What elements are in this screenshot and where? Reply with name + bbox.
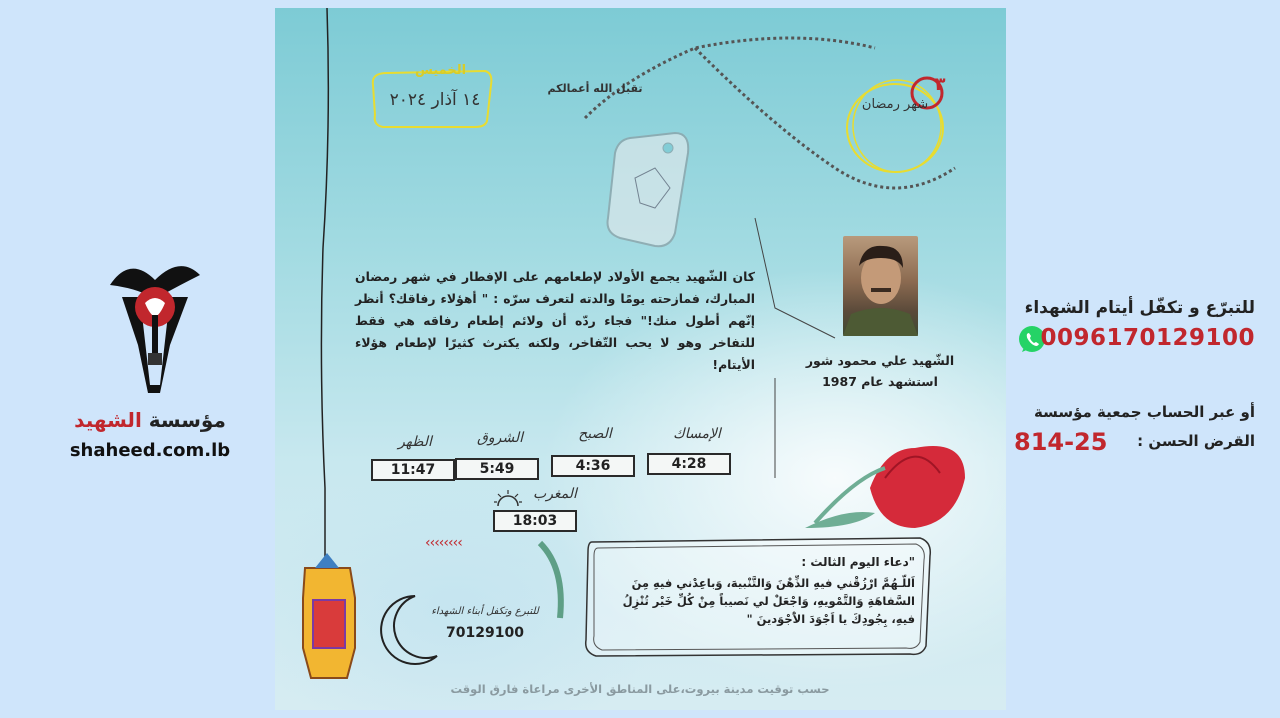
prayer-name-maghrib: المغرب [533, 486, 577, 502]
prayer-name-imsak: الإمساك [673, 426, 721, 442]
ramadan-poster [275, 8, 1006, 710]
dua-title: "دعاء اليوم الثالث : [801, 555, 915, 569]
donation-phone-row [1015, 325, 1255, 357]
martyr-name: الشّهيد علي محمود شور [805, 353, 955, 368]
bottom-donation-label: للتبرع وتكفل أبناء الشهداء [431, 606, 539, 617]
timezone-note: حسب توقيت مدينة بيروت،على المناطق الأخرى مراعاة فارق الوقت [450, 682, 830, 696]
date-text: ١٤ آذار ٢٠٢٤ [389, 90, 481, 110]
dua-text: اَللّـهُمَّ ارْزُقْني فيهِ الذِّهْنَ وَالتَّنْبيهَ، وَباعِدْني فيهِ مِنَ السَّفاهَةِ وَالتَّمْويهِ، وَاجْعَلْ لي نَصيباً مِنْ كُلِّ خَيْر تُنْزِلُ فيهِ، بِجُودِكَ يا اَجْوَدَ الاَْجْوَدينَ " [622, 576, 915, 626]
prayer-time-dhuhr: 11:47 [371, 459, 455, 481]
organization-logo [100, 245, 210, 395]
prayer-name-fajr: الصبح [578, 426, 612, 442]
prayer-name-dhuhr: الظهر [398, 434, 432, 450]
bottom-donation-number: 70129100 [446, 625, 524, 641]
prayer-time-maghrib: 18:03 [493, 510, 577, 532]
martyr-martyrdom-year: استشهد عام 1987 [822, 374, 938, 389]
prayer-name-sunrise: الشروق [477, 430, 523, 446]
donation-title: للتبرّع و تكفّل أيتام الشهداء [1024, 298, 1255, 318]
organization-name [60, 408, 240, 432]
account-number-row [1010, 430, 1255, 460]
martyr-story: كان الشّهيد يجمع الأولاد لإطعامهم على الإفطار في شهر رمضان المبارك، فمازحته يومًا والدته لتعرف سرّه : " أهؤلاء رفاقك؟ أنظر إنّهم أطول منك!" فجاء ردّه أن ولائم إطعام رفاقه هي فقط للتفاخر وهو لا يحب التّفاخر، ولكنه يكترث كثيرًا لإطعام هؤلاء الأيتام! [355, 269, 755, 372]
organization-name-part2: الشهيد [74, 408, 142, 432]
account-label: القرض الحسن : [1137, 432, 1255, 450]
prayer-time-imsak: 4:28 [647, 453, 731, 475]
website-url: shaheed.com.lb [69, 440, 231, 461]
decorative-chevrons: ‹‹‹‹‹‹‹‹ [425, 535, 462, 551]
donation-phone-number: 0096170129100 [1040, 325, 1255, 351]
ramadan-month-label: شهر رمضان [861, 97, 929, 112]
prayer-time-sunrise: 5:49 [455, 458, 539, 480]
blessing-text: تقبل الله أعمالكم [547, 82, 643, 95]
date-day: الخميس [415, 63, 467, 78]
ramadan-day-number: ٣ [934, 74, 946, 95]
prayer-time-fajr: 4:36 [551, 455, 635, 477]
organization-name-part1: مؤسسة [148, 408, 226, 432]
account-info-line: أو عبر الحساب جمعية مؤسسة [1034, 403, 1255, 421]
martyr-photo [843, 236, 918, 336]
account-number: 814-25 [1014, 428, 1108, 456]
